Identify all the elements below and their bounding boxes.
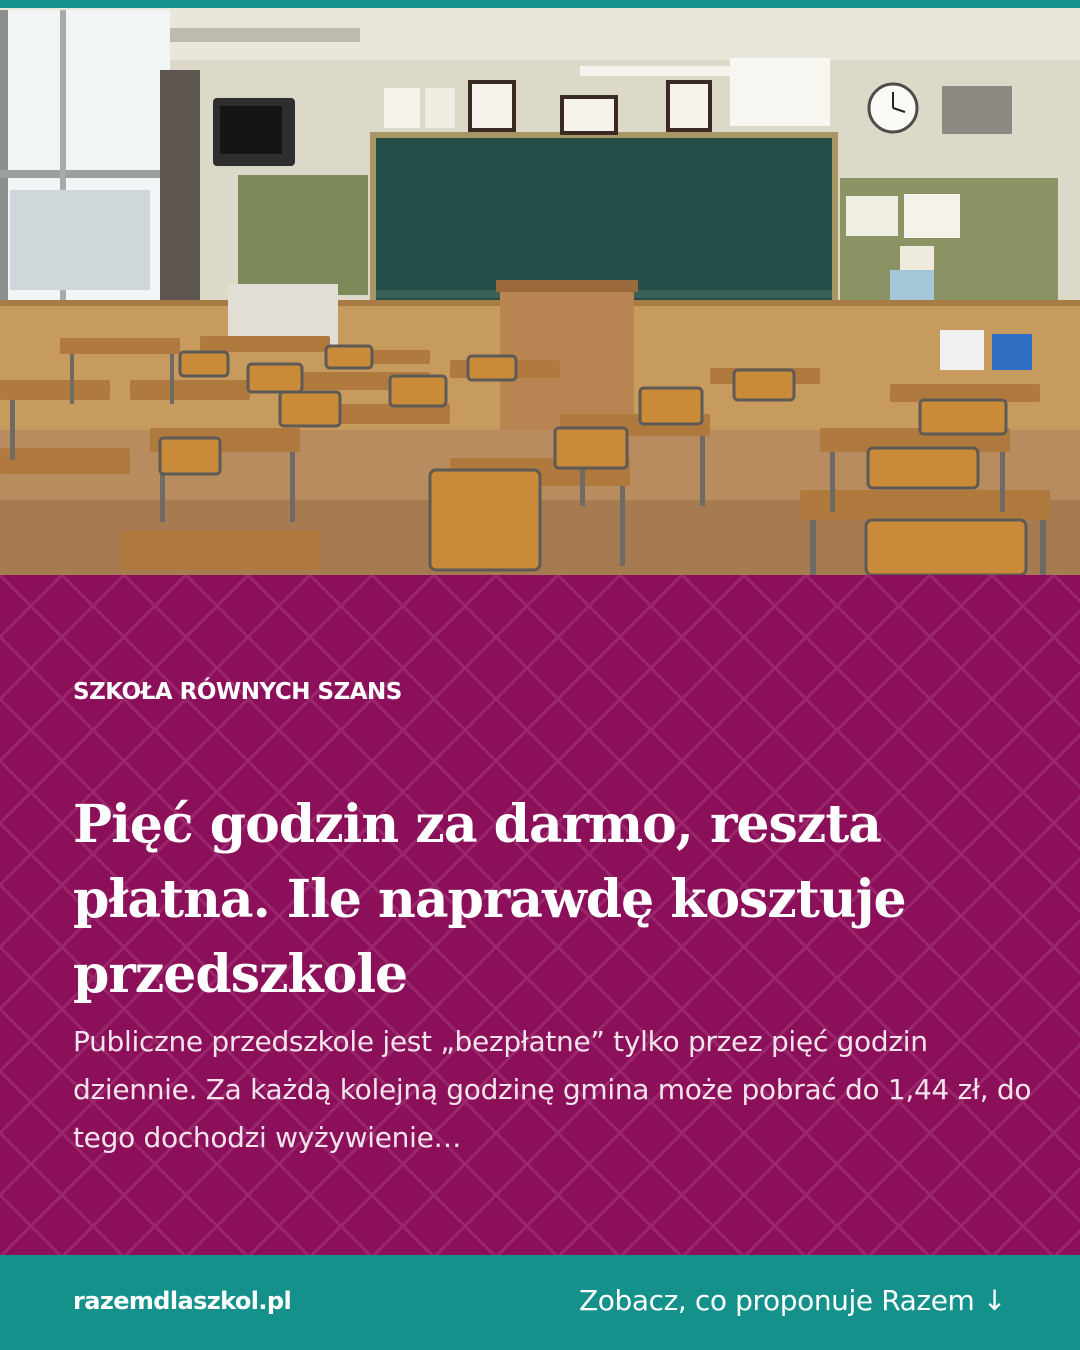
footer-bar [0,1255,1080,1350]
article-panel [0,575,1080,1255]
top-accent-stripe [0,0,1080,8]
classroom-photo [0,0,1080,575]
category-label: SZKOŁA RÓWNYCH SZANS [73,679,402,705]
article-lead: Publiczne przedszkole jest „bezpłatne” tylko przez pięć godzin dziennie. Za każdą kolejną godzinę gmina może pobrać do 1,44 zł, do tego dochodzi wyżywienie… [73,1025,1032,1154]
cta-link[interactable]: Zobacz, co proponuje Razem ↓ [578,1284,1006,1317]
article-title[interactable]: Pięć godzin za darmo, reszta płatna. Ile naprawdę kosztuje przedszkole [73,794,906,1005]
site-link[interactable]: razemdlaszkol.pl [73,1287,292,1315]
